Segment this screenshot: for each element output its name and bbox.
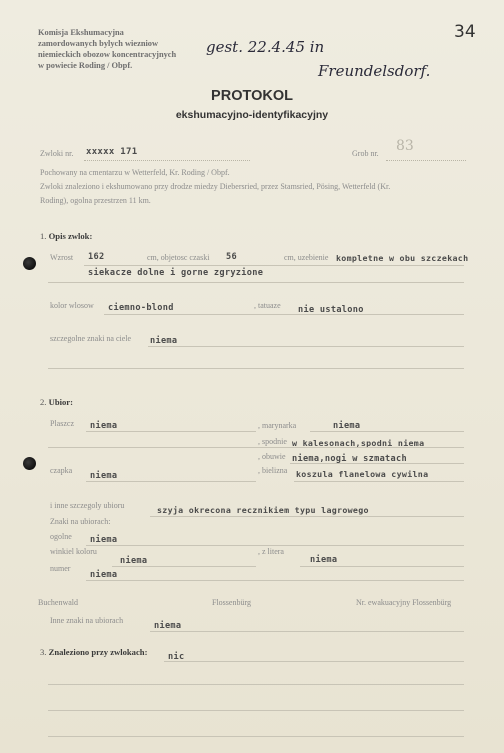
tatuaze-value: nie ustalono bbox=[298, 305, 364, 315]
pochowany-text: Pochowany na cmentarzu w Wetterfeld, Kr. Roding / Obpf. bbox=[40, 168, 230, 177]
kolor-label: kolor wlosow bbox=[50, 301, 94, 310]
nr-ewakuacyjny-label: Nr. ewakuacyjny Flossenbürg bbox=[356, 598, 452, 607]
page-number: 34 bbox=[454, 22, 476, 42]
grob-label: Grob nr. bbox=[352, 149, 379, 158]
punch-hole-bottom bbox=[23, 457, 36, 470]
punch-hole-top bbox=[23, 257, 36, 270]
document-subtitle: ekshumacyjno-identyfikacyjny bbox=[175, 109, 329, 121]
plaszcz-label: Plaszcz bbox=[50, 419, 74, 428]
litera-value: niema bbox=[310, 555, 338, 565]
uzebienie-value-2: siekacze dolne i gorne zgryzione bbox=[88, 268, 264, 278]
znaleziono-text-2: Roding), ogolna przestrzen 11 km. bbox=[40, 196, 151, 205]
litera-label: , z litera bbox=[258, 547, 284, 556]
ogolne-label: ogolne bbox=[50, 532, 72, 541]
bielizna-label: , bielizna bbox=[258, 466, 288, 475]
numer-value: niema bbox=[90, 570, 118, 580]
czaski-value: 56 bbox=[226, 252, 237, 262]
section-2-heading: 2. Ubior: bbox=[40, 397, 73, 407]
bielizna-value: koszula flanelowa cywilna bbox=[296, 469, 429, 479]
buchenwald-label: Buchenwald bbox=[38, 598, 78, 607]
czapka-label: czapka bbox=[50, 466, 73, 475]
zwloki-label: Zwloki nr. bbox=[40, 149, 74, 158]
section-3-heading: 3. Znaleziono przy zwlokach: bbox=[40, 647, 148, 657]
znaki-ubiorach-heading: Znaki na ubiorach: bbox=[50, 517, 111, 526]
tatuaze-label: , tatuaze bbox=[254, 301, 281, 310]
uzebienie-value: kompletne w obu szczekach bbox=[336, 253, 469, 263]
plaszcz-value: niema bbox=[90, 421, 118, 431]
zwloki-value: xxxxx 171 bbox=[86, 147, 138, 157]
org-line-4: w powiecie Roding / Obpf. bbox=[38, 61, 133, 70]
cm-objetosc-label: cm, objetosc czaski bbox=[147, 253, 210, 262]
winkiel-value: niema bbox=[120, 556, 148, 566]
document-title: PROTOKOL bbox=[211, 88, 293, 104]
inne-szczegoly-value: szyja okrecona recznikiem typu lagrowego bbox=[157, 505, 369, 515]
obuwie-label: , obuwie bbox=[258, 452, 286, 461]
inne-znaki-label: Inne znaki na ubiorach bbox=[50, 616, 124, 625]
section-1-heading: 1. Opis zwlok: bbox=[40, 231, 93, 241]
numer-label: numer bbox=[50, 564, 71, 573]
cm-uzebienie-label: cm, uzebienie bbox=[284, 253, 329, 262]
org-line-2: zamordowanych bylych wiezniow bbox=[38, 39, 159, 48]
spodnie-label: , spodnie bbox=[258, 437, 287, 446]
grob-value: 83 bbox=[396, 138, 414, 154]
spodnie-value: w kalesonach,spodni niema bbox=[292, 438, 425, 448]
znaki-cialo-value: niema bbox=[150, 336, 178, 346]
kolor-value: ciemno-blond bbox=[108, 303, 174, 313]
marynarka-label: , marynarka bbox=[258, 421, 297, 430]
wzrost-label: Wzrost bbox=[50, 253, 74, 262]
flossenburg-label: Flossenbürg bbox=[212, 598, 251, 607]
znaleziono-text-1: Zwloki znaleziono i ekshumowano przy drodze miedzy Diebersried, przez Stamsried, Pösing, Wetterfeld (Kr. bbox=[40, 182, 391, 191]
section-3-value: nic bbox=[168, 652, 185, 662]
org-line-3: niemieckich obozow koncentracyjnych bbox=[38, 50, 177, 59]
ogolne-value: niema bbox=[90, 535, 118, 545]
org-line-1: Komisja Ekshumacyjna bbox=[38, 28, 124, 37]
znaki-cialo-label: szczegolne znaki na ciele bbox=[50, 334, 132, 343]
handwritten-date: gest. 22.4.45 in bbox=[206, 38, 325, 56]
marynarka-value: niema bbox=[333, 421, 361, 431]
czapka-value: niema bbox=[90, 471, 118, 481]
handwritten-place: Freundelsdorf. bbox=[318, 62, 431, 80]
wzrost-value: 162 bbox=[88, 252, 105, 262]
winkiel-label: winkiel koloru bbox=[50, 547, 97, 556]
inne-znaki-value: niema bbox=[154, 621, 182, 631]
obuwie-value: niema,nogi w szmatach bbox=[292, 454, 407, 464]
inne-szczegoly-label: i inne szczegoly ubioru bbox=[50, 501, 125, 510]
